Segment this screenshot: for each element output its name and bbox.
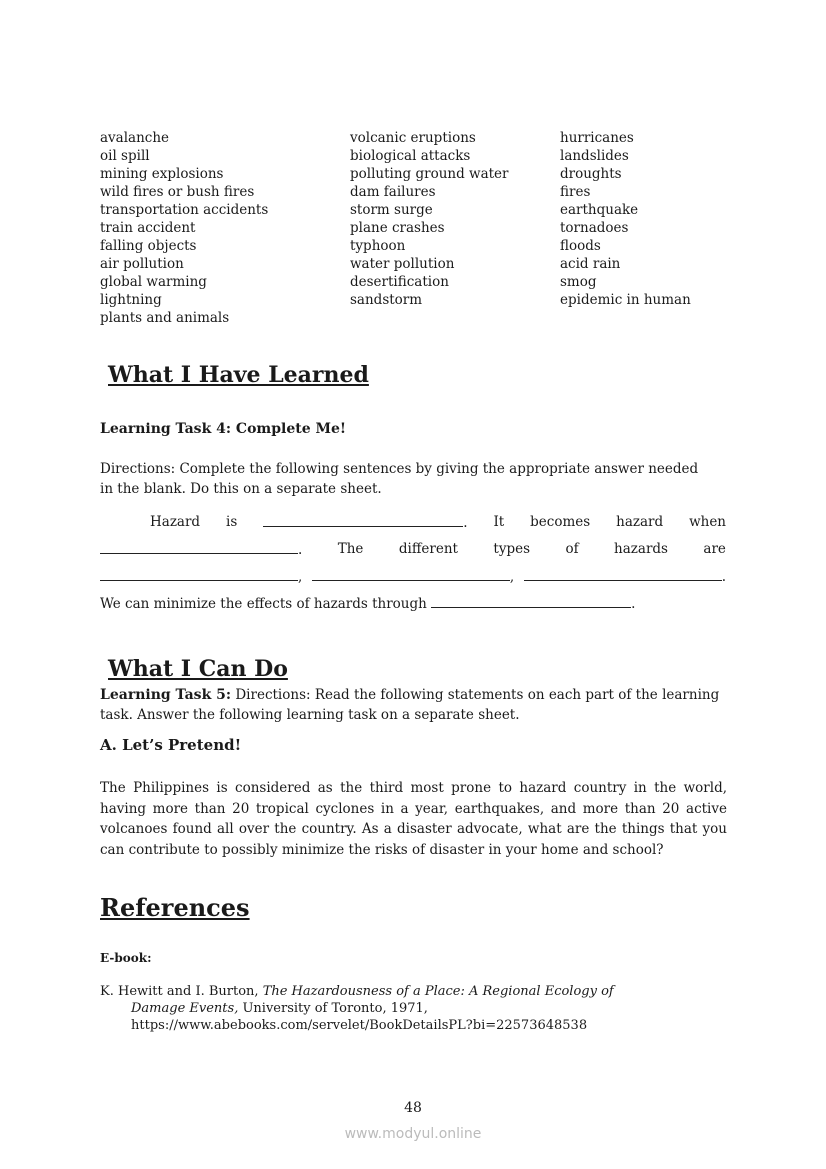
hazard-item: hurricanes (560, 130, 634, 146)
section-heading-can-do: What I Can Do (108, 656, 288, 682)
watermark: www.modyul.online (344, 1126, 482, 1142)
hazard-item: acid rain (560, 256, 621, 272)
hazard-item: lightning (100, 292, 162, 308)
task-5-label: Learning Task 5: (100, 687, 232, 703)
punct: . (631, 596, 636, 612)
punct: . (298, 542, 303, 558)
task-4-title: Learning Task 4: Complete Me! (100, 421, 347, 437)
word: It (493, 514, 505, 530)
word: hazard (616, 514, 664, 530)
task-5-directions (100, 685, 730, 725)
word: of (565, 541, 579, 557)
hazard-item: floods (560, 238, 601, 254)
hazard-item: oil spill (100, 148, 150, 164)
hazard-item: wild fires or bush fires (100, 184, 255, 200)
word: when (689, 514, 726, 530)
hazard-item: desertification (350, 274, 449, 290)
hazard-item: water pollution (350, 256, 455, 272)
hazard-item: typhoon (350, 238, 406, 254)
word: types (493, 541, 531, 557)
word: is (226, 514, 238, 530)
ref-publisher: University of Toronto, 1971, (238, 1001, 428, 1016)
word: Hazard (150, 514, 201, 530)
sentence: We can minimize the effects of hazards through (100, 596, 427, 612)
blank-5 (524, 568, 726, 585)
hazard-item: biological attacks (350, 148, 471, 164)
hazard-item: avalanche (100, 130, 170, 146)
hazard-item: volcanic eruptions (350, 130, 476, 146)
hazard-item: smog (560, 274, 597, 290)
reference-entry (100, 983, 661, 1034)
pretend-paragraph: The Philippines is considered as the third most prone to hazard country in the world, having more than 20 tropical cyclones in a year, earthquakes, and more than 20 active volcanoes found all over the country. As a disaster advocate, what are the things that you can contribute to possibly minimize the risks of disaster in your home and school? (100, 780, 727, 858)
section-heading-references: References (100, 893, 250, 922)
blank-2 (100, 541, 302, 558)
hazard-item: air pollution (100, 256, 184, 272)
hazard-item: landslides (560, 148, 629, 164)
hazard-item: plants and animals (100, 310, 230, 326)
hazard-item: global warming (100, 274, 207, 290)
hazard-item: falling objects (100, 238, 197, 254)
ref-url: https://www.abebooks.com/servelet/BookDetailsPL?bi=22573648538 (131, 1018, 588, 1033)
blank-6 (431, 595, 631, 608)
hazard-item: mining explosions (100, 166, 224, 182)
word: hazards (614, 541, 668, 557)
punct: . (463, 515, 468, 531)
fill-line-1 (100, 514, 726, 531)
blank-3 (100, 568, 302, 585)
ref-authors: K. Hewitt and I. Burton, (100, 984, 263, 999)
punct: . (721, 569, 726, 585)
punct: , (298, 569, 303, 585)
fill-line-3 (100, 568, 726, 585)
fill-line-2 (100, 541, 726, 558)
hazard-item: plane crashes (350, 220, 445, 236)
hazard-item: storm surge (350, 202, 433, 218)
hazard-item: tornadoes (560, 220, 629, 236)
hazard-item: earthquake (560, 202, 639, 218)
task-5-text: Directions: Read the following statements on each part of the learning task. Answer the following learning task on a separate sheet. (100, 687, 720, 723)
sub-heading-lets-pretend: A. Let’s Pretend! (100, 736, 242, 754)
hazard-item: polluting ground water (350, 166, 509, 182)
hazard-item: droughts (560, 166, 622, 182)
hazard-list-col1 (100, 129, 268, 327)
word: are (703, 541, 726, 557)
hazard-item: fires (560, 184, 591, 200)
hazard-item: sandstorm (350, 292, 423, 308)
task-4-directions: Directions: Complete the following sentences by giving the appropriate answer needed in the blank. Do this on a separate sheet. (100, 461, 699, 497)
ebook-label: E-book: (100, 951, 152, 965)
word: The (337, 541, 364, 557)
hazard-list-col2 (350, 129, 509, 309)
blank-4 (312, 568, 514, 585)
page-number: 48 (404, 1100, 422, 1116)
fill-line-4 (100, 595, 635, 612)
hazard-item: train accident (100, 220, 196, 236)
word: different (398, 541, 458, 557)
blank-1 (263, 514, 467, 531)
section-heading-learned: What I Have Learned (108, 362, 369, 388)
hazard-item: transportation accidents (100, 202, 269, 218)
hazard-item: dam failures (350, 184, 436, 200)
punct: , (509, 569, 515, 585)
ref-title: The Hazardousness of a Place: A Regional Ecology of Damage Events, (131, 984, 614, 1016)
hazard-list-col3 (560, 129, 691, 309)
hazard-item: epidemic in human (560, 292, 691, 308)
word: becomes (530, 514, 591, 530)
